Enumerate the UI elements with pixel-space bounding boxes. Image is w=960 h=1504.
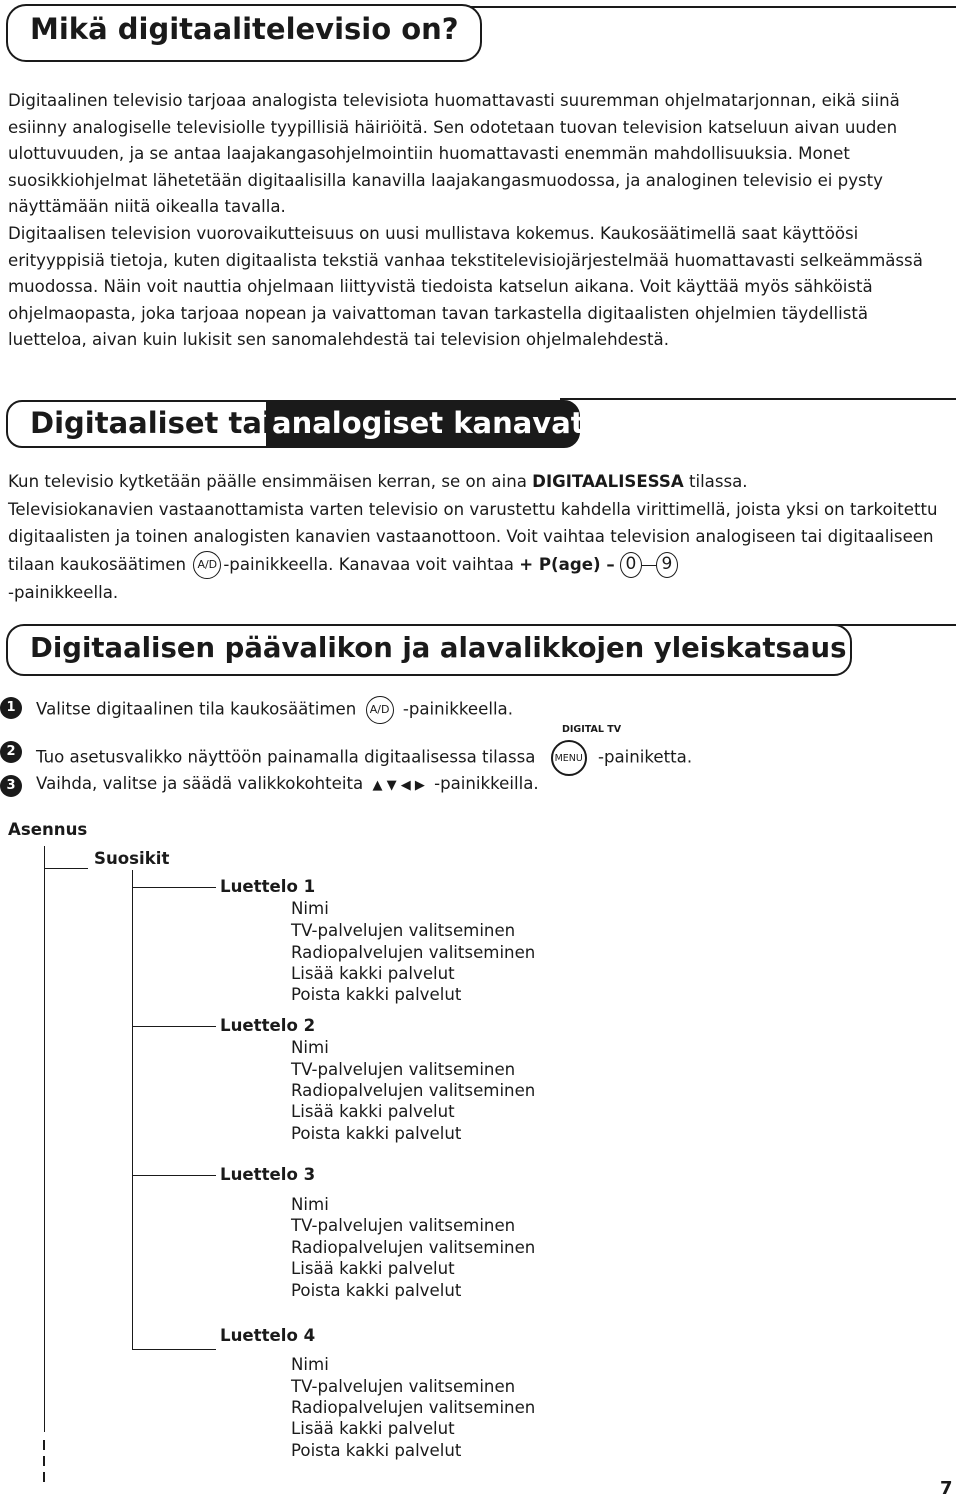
digital-tv-label: DIGITAL TV	[562, 724, 622, 735]
section1-paragraph-2: Digitaalisen television vuorovaikutteisuus on uusi mullistava kokemus. Kaukosäätimellä saat käyttöösi erityyppisiä tietoja, kuten digitaalista tekstiä vanhaa tekstitelevisiojärjestelmää huomattavasti selkeämmässä muodossa. Näin voit nauttia ohjelmaan liittyvistä tiedoista katselun aikana. Voit käyttää myös sähköistä ohjelmaopasta, joka tarjoaa nopean ja vaivattoman tavan tarkastella digitaalisten ohjelmien täydellistä luetteloa, aivan kuin lukisit sen sanomalehdestä tai television ohjelmalehdestä.	[8, 223, 923, 350]
tree-list-2-item-3: Radiopalvelujen valitseminen	[291, 1081, 536, 1100]
step-1-number: 1	[0, 697, 22, 719]
tree-list-3-item-3: Radiopalvelujen valitseminen	[291, 1238, 536, 1257]
tree-list-1-item-2: TV-palvelujen valitseminen	[291, 921, 516, 940]
tree-list-1-item-3: Radiopalvelujen valitseminen	[291, 943, 536, 962]
tree-list-3-item-5: Poista kakki palvelut	[291, 1281, 462, 1300]
step-1-post: -painikkeella.	[402, 699, 513, 719]
ad-button-icon: A/D	[366, 696, 394, 724]
section1-body	[8, 88, 938, 354]
tree-list-4-item-1: Nimi	[291, 1355, 329, 1374]
tree-list-1-item-5: Poista kakki palvelut	[291, 985, 462, 1004]
step-1-text	[36, 696, 513, 724]
step-2-label: Tuo asetusvalikko näyttöön painamalla digitaalisessa tilassa	[36, 747, 536, 767]
tree-dash-2	[43, 1456, 45, 1466]
step-2-post: -painiketta.	[597, 747, 693, 767]
tree-list-3-name: Luettelo 3	[220, 1165, 316, 1184]
tree-list-4-item-5: Poista kakki palvelut	[291, 1441, 462, 1460]
step-2-number: 2	[0, 741, 22, 763]
step-3-text	[36, 774, 539, 793]
arrow-keys-icon: ▲ ▼ ◀ ▶	[372, 778, 425, 793]
section1-title: Mikä digitaalitelevisio on?	[30, 12, 459, 46]
tree-list-4-item-3: Radiopalvelujen valitseminen	[291, 1398, 536, 1417]
tree-list-4-name: Luettelo 4	[220, 1326, 316, 1345]
page-button-label: + P(age) –	[519, 554, 615, 574]
key-range-dash	[642, 565, 656, 566]
tree-list-1-item-1: Nimi	[291, 899, 329, 918]
tree-root-line	[44, 846, 45, 1432]
tree-list-4-item-2: TV-palvelujen valitseminen	[291, 1377, 516, 1396]
tree-branch-suosikit	[44, 868, 88, 869]
step-3-number: 3	[0, 775, 22, 797]
section1-title-rule	[470, 6, 956, 8]
section2-line2	[8, 496, 938, 607]
section2-body	[8, 468, 938, 607]
page-number: 7	[940, 1478, 953, 1499]
tree-list-2-item-1: Nimi	[291, 1038, 329, 1057]
digital-mode-label: DIGITAALISESSA	[532, 472, 684, 491]
ad-button-icon: A/D	[193, 551, 221, 579]
tree-list-2-name: Luettelo 2	[220, 1016, 316, 1035]
digit-9-key-icon: 9	[656, 552, 678, 578]
section2-line2-mid: -painikkeella. Kanavaa voit vaihtaa	[223, 554, 514, 574]
tree-list-3-item-2: TV-palvelujen valitseminen	[291, 1216, 516, 1235]
menu-button-icon: MENU	[551, 740, 587, 776]
tree-list-2-item-4: Lisää kakki palvelut	[291, 1102, 455, 1121]
section2-title-part2: analogiset kanavat	[272, 406, 585, 440]
section3-title-rule	[830, 624, 956, 626]
tree-dash-1	[43, 1440, 45, 1450]
tree-dash-3	[43, 1472, 45, 1482]
tree-list-2-item-5: Poista kakki palvelut	[291, 1124, 462, 1143]
tree-list-1-name: Luettelo 1	[220, 877, 316, 896]
tree-branch-list-2	[132, 1026, 216, 1027]
tree-branch-list-4	[132, 1349, 216, 1350]
tree-list-4-item-4: Lisää kakki palvelut	[291, 1419, 455, 1438]
section2-line1-post: tilassa.	[688, 472, 748, 491]
tree-list-1-item-4: Lisää kakki palvelut	[291, 964, 455, 983]
tree-list-3-item-4: Lisää kakki palvelut	[291, 1259, 455, 1278]
step-1-label: Valitse digitaalinen tila kaukosäätimen	[36, 699, 357, 719]
section2-line2-post: -painikkeella.	[8, 583, 119, 602]
tree-suosikit-line	[132, 870, 133, 1350]
step-3-post: -painikkeilla.	[434, 774, 539, 793]
section2-line2-pre: Televisiokanavien vastaanottamista varten televisio on varustettu kahdella virittimellä, joista yksi on tarkoitettu digitaalisten ja toinen analogisten kanavien vastaanottoon. Voit vaihtaa television analogiseen tai digitaaliseen tilaan kaukosäätimen	[8, 499, 938, 574]
section2-line1	[8, 468, 938, 496]
section2-title-rule	[560, 398, 956, 400]
tree-list-3-item-1: Nimi	[291, 1195, 329, 1214]
section2-title-part1: Digitaaliset tai	[30, 406, 272, 440]
step-3-label: Vaihda, valitse ja säädä valikkokohteita	[36, 774, 364, 793]
section2-line1-pre: Kun televisio kytketään päälle ensimmäisen kerran, se on aina	[8, 472, 527, 491]
tree-branch-list-1	[132, 887, 216, 888]
tree-root-asennus: Asennus	[8, 820, 88, 839]
tree-list-2-item-2: TV-palvelujen valitseminen	[291, 1060, 516, 1079]
section1-paragraph-1: Digitaalinen televisio tarjoaa analogista televisiota huomattavasti suuremman ohjelmatarjonnan, eikä siinä esiinny analogiselle televisiolle tyypillisiä häiriöitä. Sen odotetaan tuovan television katseluun aivan uuden ulottuvuuden, ja se antaa laajakangasohjelmointiin huomattavasti enemmän mahdollisuuksia. Monet suosikkiohjelmat lähetetään digitaalisilla kanavilla laajakangasmuodossa, ja analoginen televisio ei pysty näyttämään niitä oikealla tavalla.	[8, 91, 900, 217]
tree-branch-list-3	[132, 1175, 216, 1176]
section3-title: Digitaalisen päävalikon ja alavalikkojen yleiskatsaus	[30, 632, 847, 664]
step-2-text	[36, 740, 692, 776]
digit-0-key-icon: 0	[620, 552, 642, 578]
tree-suosikit: Suosikit	[94, 849, 170, 868]
